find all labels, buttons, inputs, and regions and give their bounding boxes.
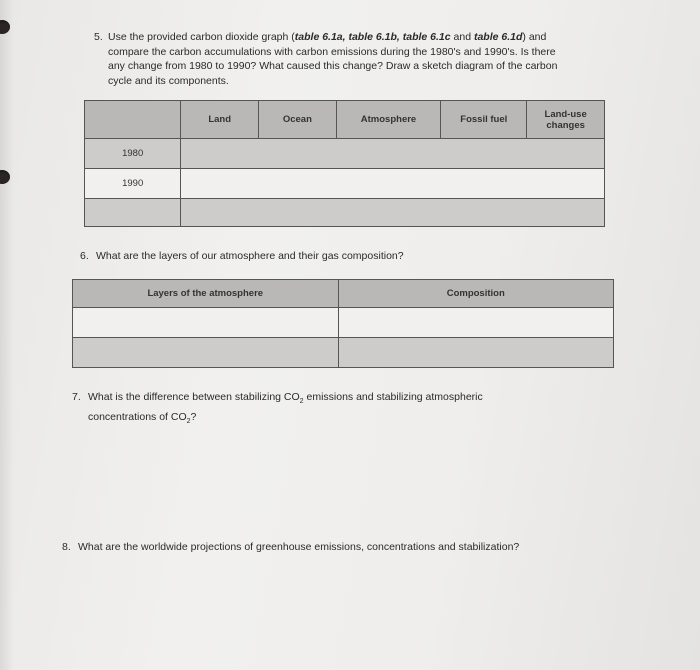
- question-7: [72, 390, 592, 425]
- question-5: [94, 30, 594, 90]
- composition-cell[interactable]: [338, 338, 613, 368]
- carbon-table-header-row: [85, 101, 605, 139]
- row-label-1980: 1980: [85, 139, 181, 169]
- header-land-use-changes: Land-use changes: [527, 101, 605, 139]
- question-6: [80, 249, 580, 265]
- row-label-1990: 1990: [85, 169, 181, 199]
- header-ocean: Ocean: [259, 101, 337, 139]
- question-6-number: 6.: [80, 250, 89, 262]
- header-cell-empty: [85, 101, 181, 139]
- header-fossil-fuel: Fossil fuel: [441, 101, 527, 139]
- question-8: [62, 540, 642, 556]
- table-row: [85, 139, 605, 169]
- question-5-line-1: Use the provided carbon dioxide graph (table 6.1a, table 6.1b, table 6.1c and table 6.1d) and: [108, 31, 547, 43]
- header-composition: Composition: [338, 280, 613, 308]
- question-5-line-3: any change from 1980 to 1990? What caused this change? Draw a sketch diagram of the carbon: [108, 60, 558, 72]
- question-5-number: 5.: [94, 31, 103, 43]
- row-1980-cell[interactable]: [181, 139, 605, 169]
- question-8-number: 8.: [62, 541, 71, 553]
- question-5-line-2: compare the carbon accumulations with carbon emissions during the 1980's and 1990's. Is there: [108, 45, 556, 58]
- question-6-text: What are the layers of our atmosphere and their gas composition?: [96, 250, 404, 262]
- layers-cell[interactable]: [73, 308, 339, 338]
- composition-cell[interactable]: [338, 308, 613, 338]
- table-row: [85, 169, 605, 199]
- atmosphere-table: [72, 279, 614, 368]
- table-row: [73, 308, 614, 338]
- carbon-table: [84, 100, 605, 227]
- header-atmosphere: Atmosphere: [336, 101, 441, 139]
- question-7-line-2: concentrations of $CO_2$?: [88, 410, 197, 425]
- atmosphere-table-header-row: [73, 280, 614, 308]
- row-1990-cell[interactable]: [181, 169, 605, 199]
- question-5-line-4: cycle and its components.: [108, 74, 229, 87]
- table-row: [73, 338, 614, 368]
- row-empty-cell[interactable]: [181, 199, 605, 227]
- layers-cell[interactable]: [73, 338, 339, 368]
- question-8-text: What are the worldwide projections of greenhouse emissions, concentrations and stabilization?: [78, 541, 520, 553]
- row-label-empty: [85, 199, 181, 227]
- table-row: [85, 199, 605, 227]
- header-layers: Layers of the atmosphere: [73, 280, 339, 308]
- binder-shadow: [0, 0, 14, 670]
- header-land: Land: [181, 101, 259, 139]
- question-7-number: 7.: [72, 391, 81, 403]
- question-7-line-1: What is the difference between stabilizing $CO_2$ emissions and stabilizing atmospheric: [88, 391, 483, 406]
